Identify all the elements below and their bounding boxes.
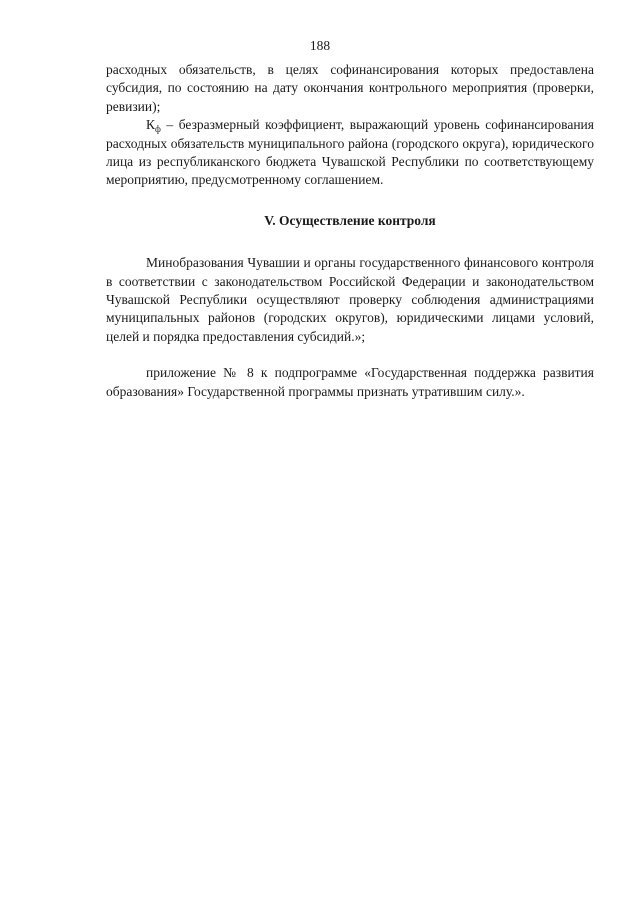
coefficient-description: – безразмерный коэффициент, выражающий уровень софинансирования расходных обязательств муниципального района (городского округа), юридического лица из республиканского бюджета Чувашской Республики по соответствующему мероприятию, предусмотренному соглашением. xyxy=(106,117,594,188)
coefficient-subscript: ф xyxy=(155,124,161,135)
paragraph-coefficient-definition xyxy=(106,116,594,190)
section-heading: V. Осуществление контроля xyxy=(264,212,436,228)
paragraph-continuation: расходных обязательств, в целях софинансирования которых предоставлена субсидия, по состоянию на дату окончания контрольного мероприятия (проверки, ревизии); xyxy=(106,62,594,114)
paragraph-appendix-repeal: приложение № 8 к подпрограмме «Государственная поддержка развития образования» Государственной программы признать утратившим силу.». xyxy=(106,365,594,399)
document-body xyxy=(106,61,594,401)
coefficient-symbol: К xyxy=(146,117,156,133)
page-number: 188 xyxy=(309,38,331,53)
paragraph-control: Минобразования Чувашии и органы государственного финансового контроля в соответствии с законодательством Российской Федерации и законодательством Чувашской Республики осуществляют проверку соблюдения администрациями муниципальных районов (городских округов), юридическими лицами условий, целей и порядка предоставления субсидий.»; xyxy=(106,255,594,344)
